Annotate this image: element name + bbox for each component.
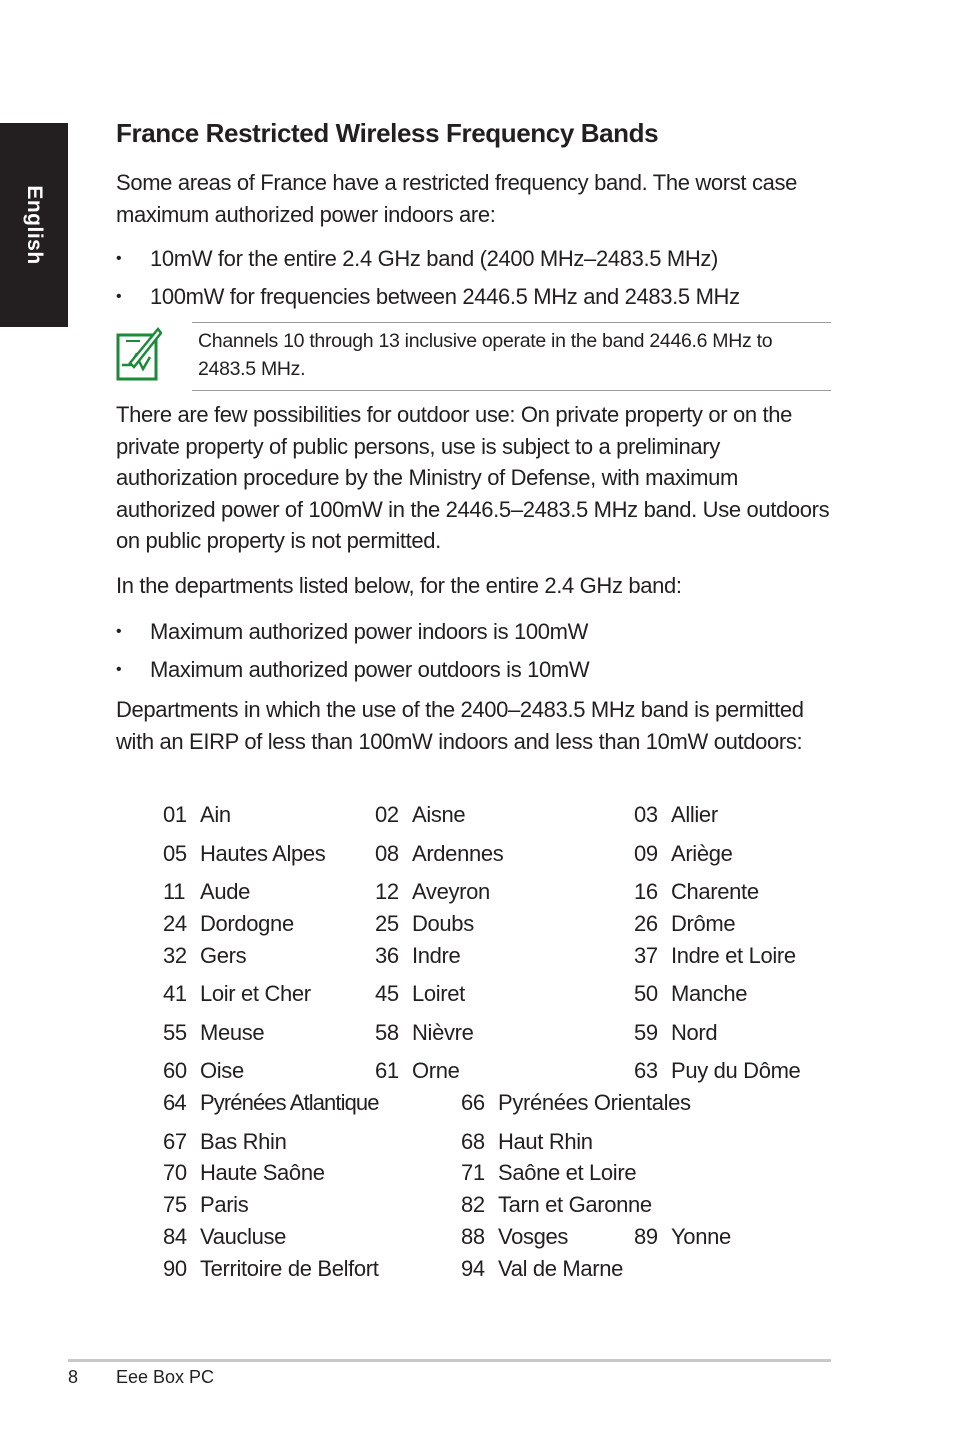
department-item: 05 Hautes Alpes (163, 841, 326, 866)
department-item: 12 Aveyron (375, 879, 490, 904)
department-item: 03 Allier (634, 802, 718, 827)
department-item: 26 Drôme (634, 911, 736, 936)
page-number: 8 (68, 1367, 79, 1387)
department-item: 50 Manche (634, 981, 748, 1006)
footer-product-name: Eee Box PC (116, 1367, 215, 1387)
note-bottom-rule (192, 390, 831, 391)
department-item: 32 Gers (163, 943, 247, 968)
department-item: 63 Puy du Dôme (634, 1058, 801, 1083)
department-item: 36 Indre (375, 943, 461, 968)
department-item: 70 Haute Saône (163, 1160, 325, 1185)
department-item: 71 Saône et Loire (461, 1160, 637, 1185)
department-item: 75 Paris (163, 1192, 249, 1217)
department-item: 82 Tarn et Garonne (461, 1192, 652, 1217)
note-pencil-icon (116, 325, 162, 381)
page-title: France Restricted Wireless Frequency Bands (116, 118, 659, 148)
department-item: 24 Dordogne (163, 911, 294, 936)
language-tab-label: English (23, 185, 46, 265)
department-item: 59 Nord (634, 1020, 718, 1045)
department-item: 25 Doubs (375, 911, 474, 936)
note-text: Channels 10 through 13 inclusive operate in the band 2446.6 MHz to 2483.5 MHz. (198, 330, 773, 380)
department-item: 55 Meuse (163, 1020, 265, 1045)
department-item: 09 Ariège (634, 841, 733, 866)
departments-paragraph: Departments in which the use of the 2400–2483.5 MHz band is permitted with an EIRP of less than 100mW indoors and less than 10mW outdoors: (116, 697, 804, 754)
department-item: 61 Orne (375, 1058, 460, 1083)
department-item: 11 Aude (163, 879, 250, 904)
department-item: 68 Haut Rhin (461, 1129, 593, 1154)
department-item: 94 Val de Marne (461, 1256, 624, 1281)
department-item: 08 Ardennes (375, 841, 504, 866)
department-item: 66 Pyrénées Orientales (461, 1090, 691, 1115)
department-item: 89 Yonne (634, 1224, 731, 1249)
bullet-dot: • (116, 250, 122, 267)
note-top-rule (192, 322, 831, 323)
department-item: 64 Pyrénées Atlantique (163, 1090, 379, 1115)
department-item: 67 Bas Rhin (163, 1129, 287, 1154)
department-item: 41 Loir et Cher (163, 981, 311, 1006)
department-item: 45 Loiret (375, 981, 465, 1006)
department-item: 16 Charente (634, 879, 759, 904)
footer-rule (68, 1359, 831, 1362)
bullet-dot: • (116, 623, 122, 640)
bullet-dot: • (116, 288, 122, 305)
outdoor-paragraph: There are few possibilities for outdoor use: On private property or on the private property of public persons, use is subject to a preliminary authorization procedure by the Ministry of Defense, with maximum authorized power of 100mW in the 2446.5–2483.5 MHz band. Use outdoors on public property is not permitted. (116, 402, 830, 554)
departments-intro: In the departments listed below, for the entire 2.4 GHz band: (116, 573, 682, 598)
department-item: 60 Oise (163, 1058, 244, 1083)
bullet-dot: • (116, 661, 122, 678)
department-item: 01 Ain (163, 802, 231, 827)
intro-paragraph: Some areas of France have a restricted frequency band. The worst case maximum authorized power indoors are: (116, 170, 798, 227)
department-item: 88 Vosges (461, 1224, 569, 1249)
department-item: 84 Vaucluse (163, 1224, 287, 1249)
department-item: 58 Nièvre (375, 1020, 474, 1045)
department-item: 37 Indre et Loire (634, 943, 796, 968)
department-item: 90 Territoire de Belfort (163, 1256, 379, 1281)
department-item: 02 Aisne (375, 802, 466, 827)
